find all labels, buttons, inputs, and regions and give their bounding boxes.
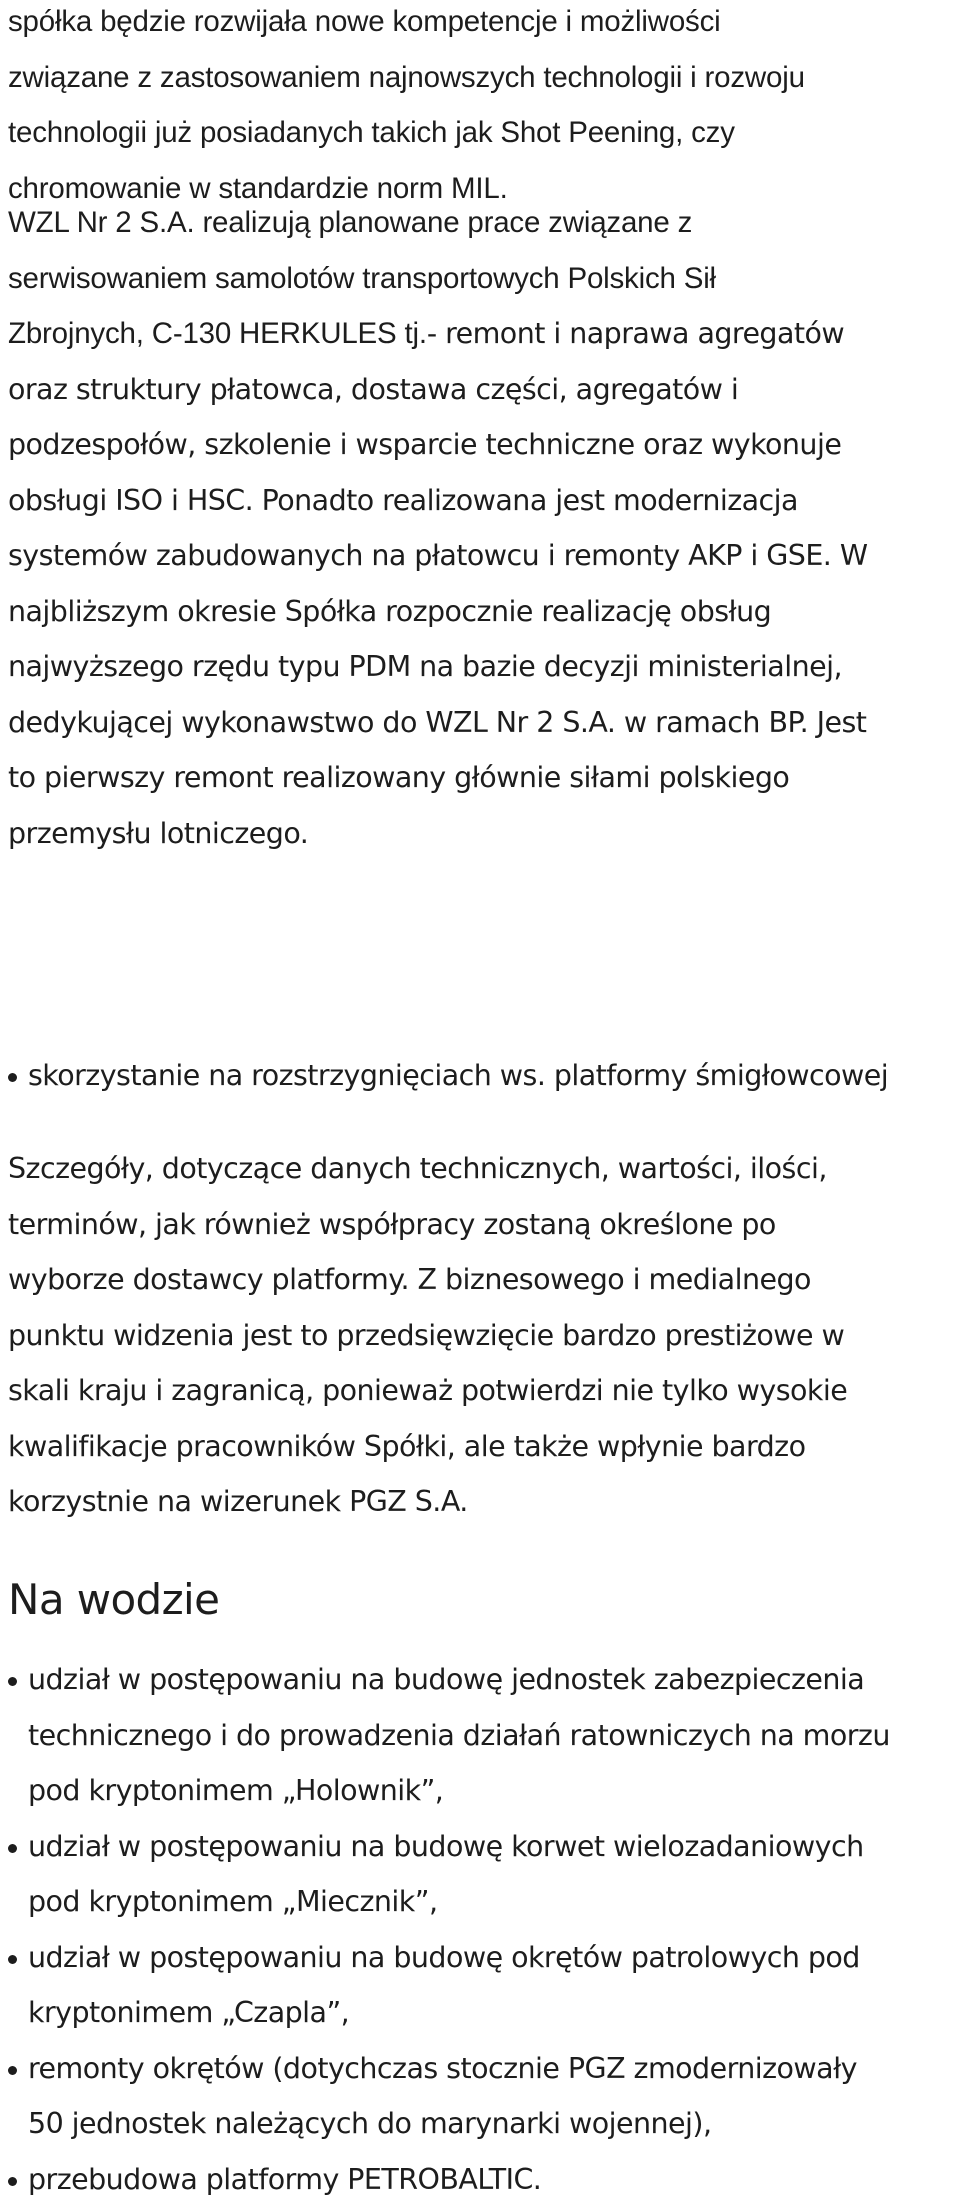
list-item bbox=[8, 1652, 890, 1819]
text-line: wyborze dostawcy platformy. Z biznesowego i medialnego bbox=[8, 1252, 847, 1308]
text-line: dedykującej wykonawstwo do WZL Nr 2 S.A. w ramach BP. Jest bbox=[8, 695, 867, 751]
text-line: pod kryptonimem „Holownik”, bbox=[28, 1763, 890, 1819]
text-line: najbliższym okresie Spółka rozpocznie realizację obsług bbox=[8, 584, 867, 640]
wzl-paragraph bbox=[8, 195, 867, 861]
text-line: kryptonimem „Czapla”, bbox=[28, 1985, 890, 2041]
text-line: obsługi ISO i HSC. Ponadto realizowana jest modernizacja bbox=[8, 473, 867, 529]
water-projects-list bbox=[8, 1652, 890, 2207]
text-line: systemów zabudowanych na płatowcu i remonty AKP i GSE. W bbox=[8, 528, 867, 584]
bullet-icon bbox=[8, 1677, 17, 1686]
text-line: serwisowaniem samolotów transportowych Polskich Sił bbox=[8, 251, 867, 307]
text-line: skali kraju i zagranicą, ponieważ potwierdzi nie tylko wysokie bbox=[8, 1363, 847, 1419]
intro-paragraph bbox=[8, 0, 805, 216]
text-fragment: - remont i naprawa agregatów bbox=[427, 317, 844, 350]
text-line: udział w postępowaniu na budowę jednostek zabezpieczenia bbox=[28, 1652, 890, 1708]
bullet-icon bbox=[8, 1955, 17, 1964]
text-line: związane z zastosowaniem najnowszych technologii i rozwoju bbox=[8, 50, 805, 106]
text-line: Szczegóły, dotyczące danych technicznych, wartości, ilości, bbox=[8, 1141, 847, 1197]
bullet-icon bbox=[8, 2066, 17, 2075]
list-item bbox=[8, 2152, 890, 2207]
helicopter-list bbox=[8, 1048, 888, 1104]
text-line: najwyższego rzędu typu PDM na bazie decyzji ministerialnej, bbox=[8, 639, 867, 695]
list-item bbox=[8, 1048, 888, 1104]
text-line bbox=[8, 306, 867, 362]
text-line: to pierwszy remont realizowany głównie siłami polskiego bbox=[8, 750, 867, 806]
text-line: technicznego i do prowadzenia działań ratowniczych na morzu bbox=[28, 1708, 890, 1764]
list-item bbox=[8, 1819, 890, 1930]
text-line: korzystnie na wizerunek PGZ S.A. bbox=[8, 1474, 847, 1530]
list-item-text: skorzystanie na rozstrzygnięciach ws. platformy śmigłowcowej bbox=[28, 1059, 888, 1092]
bullet-icon bbox=[8, 1844, 17, 1853]
text-line: pod kryptonimem „Miecznik”, bbox=[28, 1874, 890, 1930]
text-fragment: Zbrojnych, C-130 HERKULES tj. bbox=[8, 317, 427, 350]
text-line: remonty okrętów (dotychczas stocznie PGZ zmodernizowały bbox=[28, 2041, 890, 2097]
text-line: technologii już posiadanych takich jak Shot Peening, czy bbox=[8, 105, 805, 161]
text-line: punktu widzenia jest to przedsięwzięcie bardzo prestiżowe w bbox=[8, 1308, 847, 1364]
text-line: podzespołów, szkolenie i wsparcie techniczne oraz wykonuje bbox=[8, 417, 867, 473]
details-paragraph bbox=[8, 1141, 847, 1530]
text-line: oraz struktury płatowca, dostawa części, agregatów i bbox=[8, 362, 867, 418]
list-item bbox=[8, 1930, 890, 2041]
bullet-icon bbox=[8, 1073, 17, 1082]
text-line: kwalifikacje pracowników Spółki, ale także wpłynie bardzo bbox=[8, 1419, 847, 1475]
text-line: 50 jednostek należących do marynarki wojennej), bbox=[28, 2096, 890, 2152]
text-line: przebudowa platformy PETROBALTIC. bbox=[28, 2152, 890, 2207]
text-line: udział w postępowaniu na budowę okrętów patrolowych pod bbox=[28, 1930, 890, 1986]
bullet-icon bbox=[8, 2177, 17, 2186]
text-line: WZL Nr 2 S.A. realizują planowane prace związane z bbox=[8, 195, 867, 251]
text-line: spółka będzie rozwijała nowe kompetencje i możliwości bbox=[8, 0, 805, 50]
text-line: terminów, jak również współpracy zostaną określone po bbox=[8, 1197, 847, 1253]
section-heading: Na wodzie bbox=[8, 1572, 219, 1628]
text-line: chromowanie w standardzie norm MIL. bbox=[8, 161, 805, 217]
list-item bbox=[8, 2041, 890, 2152]
text-line: udział w postępowaniu na budowę korwet wielozadaniowych bbox=[28, 1819, 890, 1875]
text-line: przemysłu lotniczego. bbox=[8, 806, 867, 862]
